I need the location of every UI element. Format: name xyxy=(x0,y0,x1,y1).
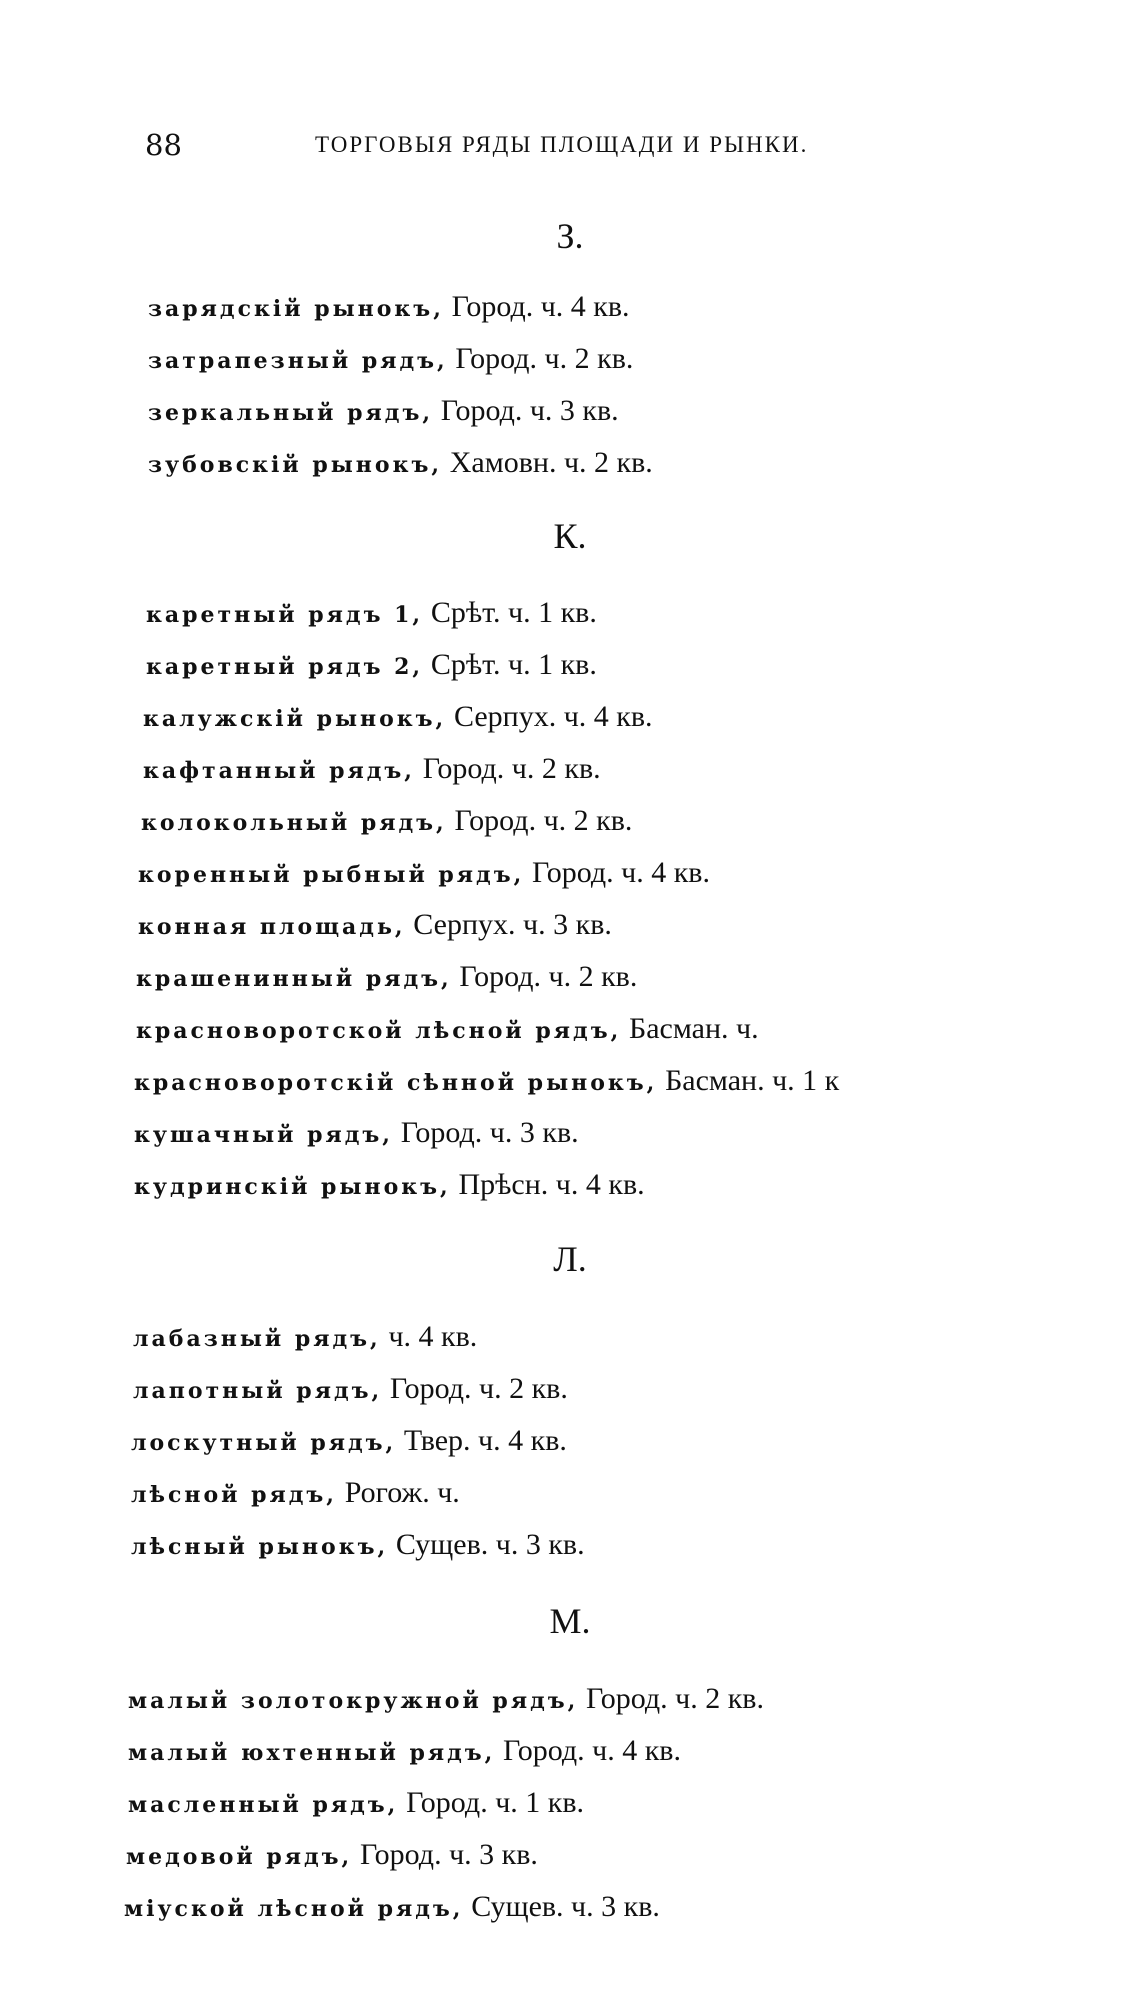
list-item xyxy=(134,1164,645,1207)
section-letter: М. xyxy=(549,1601,591,1641)
list-item xyxy=(134,1112,579,1155)
list-item xyxy=(126,1834,538,1877)
list-item xyxy=(138,904,612,947)
list-item xyxy=(148,338,633,381)
entry-name: масленный рядъ, xyxy=(128,1792,399,1818)
list-item xyxy=(133,1316,477,1359)
entry-location: Хамовн. ч. 2 кв. xyxy=(449,446,653,479)
list-item xyxy=(128,1730,681,1773)
entry-location: Город. ч. 2 кв. xyxy=(455,342,634,375)
entry-name: міуской лѣсной рядъ, xyxy=(124,1896,464,1922)
list-item xyxy=(148,442,653,485)
entry-location: Город. ч. 1 кв. xyxy=(406,1786,585,1819)
entry-location: Сущев. ч. 3 кв. xyxy=(395,1528,585,1561)
page-number: 88 xyxy=(145,128,182,162)
list-item xyxy=(124,1886,660,1929)
entry-location: Сущев. ч. 3 кв. xyxy=(471,1890,660,1923)
entry-name: кудринскій рынокъ, xyxy=(134,1174,451,1200)
entry-location: Прѣсн. ч. 4 кв. xyxy=(458,1168,645,1201)
section-letter: Л. xyxy=(553,1239,587,1279)
entry-name: затрапезный рядъ, xyxy=(148,348,448,374)
entry-location: Город. ч. 3 кв. xyxy=(400,1116,579,1149)
entry-location: Город. ч. 2 кв. xyxy=(454,804,633,837)
entry-location: Серпух. ч. 4 кв. xyxy=(453,700,653,733)
entry-name: каретный рядъ 2, xyxy=(146,654,424,680)
entry-name: малый юхтенный рядъ, xyxy=(128,1740,496,1766)
entry-location: Город. ч. 4 кв. xyxy=(503,1734,681,1767)
entry-location: Город. ч. 2 кв. xyxy=(459,960,638,993)
list-item xyxy=(143,748,601,791)
entry-name: лѣсной рядъ, xyxy=(131,1482,337,1508)
list-item xyxy=(131,1420,567,1463)
entry-name: лапотный рядъ, xyxy=(133,1378,383,1404)
entry-location: Город. ч. 2 кв. xyxy=(586,1682,764,1715)
entry-name: лоскутный рядъ, xyxy=(131,1430,397,1456)
list-item xyxy=(133,1368,568,1411)
page-header xyxy=(145,128,885,168)
entry-location: Твер. ч. 4 кв. xyxy=(403,1424,567,1457)
list-item xyxy=(134,1060,839,1103)
entry-location: Город. ч. 4 кв. xyxy=(451,290,630,323)
section-letter: К. xyxy=(553,516,587,556)
entry-name: малый золотокружной рядъ, xyxy=(128,1688,579,1714)
list-item xyxy=(146,592,597,635)
entry-name: красноворотскій сѣнной рынокъ, xyxy=(134,1070,658,1096)
list-item xyxy=(128,1678,764,1721)
list-item xyxy=(138,852,710,895)
entry-location: Срѣт. ч. 1 кв. xyxy=(430,648,597,681)
entry-name: крашенинный рядъ, xyxy=(136,966,452,992)
list-item xyxy=(148,390,619,433)
entry-name: зеркальный рядъ, xyxy=(148,400,433,426)
list-item xyxy=(146,644,597,687)
entry-name: лабазный рядъ, xyxy=(133,1326,381,1352)
list-item xyxy=(131,1472,460,1515)
list-item xyxy=(148,286,630,329)
entry-name: колокольный рядъ, xyxy=(141,810,447,836)
entry-name: красноворотской лѣсной рядъ, xyxy=(136,1018,622,1044)
entry-name: медовой рядъ, xyxy=(126,1844,353,1870)
entry-location: Рогож. ч. xyxy=(344,1476,460,1509)
section-letter: З. xyxy=(556,216,584,256)
entry-name: калужскій рынокъ, xyxy=(143,706,447,732)
entry-location: Город. ч. 3 кв. xyxy=(359,1838,538,1871)
running-title: ТОРГОВЫЯ РЯДЫ ПЛОЩАДИ И РЫНКИ. xyxy=(315,132,809,157)
entry-location: Серпух. ч. 3 кв. xyxy=(413,908,612,941)
entry-location: ч. 4 кв. xyxy=(388,1320,478,1353)
entry-location: Басман. ч. 1 к xyxy=(665,1064,840,1097)
entry-location: Срѣт. ч. 1 кв. xyxy=(430,596,597,629)
entry-name: коренный рыбный рядъ, xyxy=(138,862,525,888)
entry-name: кафтанный рядъ, xyxy=(143,758,415,784)
list-item xyxy=(131,1524,585,1567)
entry-name: конная площадь, xyxy=(138,914,406,940)
entry-location: Город. ч. 2 кв. xyxy=(389,1372,568,1405)
entry-location: Город. ч. 3 кв. xyxy=(440,394,619,427)
list-item xyxy=(136,956,637,999)
list-item xyxy=(141,800,632,843)
entry-location: Басман. ч. xyxy=(629,1012,759,1045)
list-item xyxy=(128,1782,584,1825)
list-item xyxy=(143,696,653,739)
entry-name: зарядскій рынокъ, xyxy=(148,296,444,322)
entry-name: каретный рядъ 1, xyxy=(146,602,424,628)
entry-name: зубовскій рынокъ, xyxy=(148,452,443,478)
entry-name: лѣсный рынокъ, xyxy=(131,1534,389,1560)
entry-location: Город. ч. 2 кв. xyxy=(422,752,601,785)
entry-location: Город. ч. 4 кв. xyxy=(532,856,710,889)
entry-name: кушачный рядъ, xyxy=(134,1122,393,1148)
list-item xyxy=(136,1008,759,1051)
